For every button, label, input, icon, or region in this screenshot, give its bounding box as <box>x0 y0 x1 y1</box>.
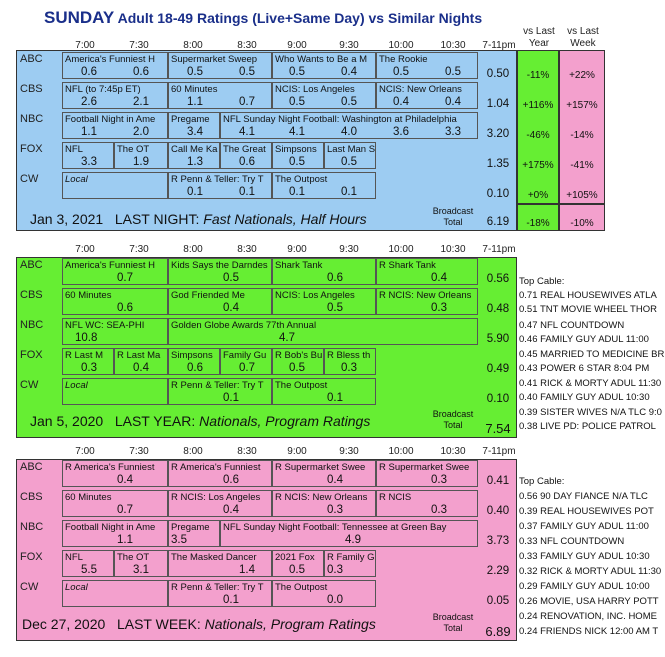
time-header-830: 8:30 <box>237 244 257 255</box>
top-cable-item: 0.24 RENOVATION, INC. HOME <box>519 611 657 622</box>
program-cell: R Bob's Bu 0.5 <box>272 348 324 375</box>
top-cable-item: 0.38 LIVE PD: POLICE PATROL <box>519 421 656 432</box>
network-total: 0.10 <box>486 188 510 200</box>
network-abc: ABC <box>20 53 43 65</box>
program-cell: Shark Tank 0.6 <box>272 258 376 285</box>
program-cell: NCIS: Los Angeles 0.5 0.5 <box>272 82 376 109</box>
program-cell: Local <box>62 378 168 405</box>
program-cell: The OT 3.1 <box>114 550 168 577</box>
time-header-700: 7:00 <box>75 244 95 255</box>
top-cable-item: 0.47 NFL COUNTDOWN <box>519 320 625 331</box>
program-cell: R Supermarket Swee 0.3 <box>376 460 478 487</box>
program-cell: R Penn & Teller: Try T 0.1 0.1 <box>168 172 272 199</box>
program-cell: NFL (to 7:45p ET) 2.6 2.1 <box>62 82 168 109</box>
vs-last-week-header: vs Last Week <box>567 26 599 49</box>
network-fox: FOX <box>20 143 43 155</box>
time-header-1030: 10:30 <box>440 244 466 255</box>
network-cbs: CBS <box>20 289 43 301</box>
program-cell: 2021 Fox 0.5 <box>272 550 324 577</box>
program-cell: God Friended Me 0.4 <box>168 288 272 315</box>
network-cbs: CBS <box>20 83 43 95</box>
program-cell: The Outpost 0.0 <box>272 580 376 607</box>
time-header-930: 9:30 <box>339 244 359 255</box>
total-vs-last-week: -10% <box>570 218 594 229</box>
program-cell: R NCIS: Los Angeles 0.4 <box>168 490 272 517</box>
program-cell: NFL Sunday Night Football: Tennessee at Green Bay 4.9 <box>220 520 478 547</box>
network-nbc: NBC <box>20 521 44 533</box>
program-cell: R Last M 0.3 <box>62 348 114 375</box>
network-total: 1.04 <box>486 98 510 110</box>
network-cw: CW <box>20 379 39 391</box>
network-nbc: NBC <box>20 319 44 331</box>
vs-last-year-value: +0% <box>527 190 549 201</box>
top-cable-item: 0.37 FAMILY GUY ADUL 11:00 <box>519 521 649 532</box>
program-cell: NFL Sunday Night Football: Washington at Philadelphia 4.1 4.1 4.0 3.6 3.3 <box>220 112 478 139</box>
top-cable-item: 0.33 NFL COUNTDOWN <box>519 536 625 547</box>
program-cell: NFL WC: SEA-PHI 10.8 <box>62 318 168 345</box>
program-cell: The Great 0.6 <box>220 142 272 169</box>
program-cell: The Outpost 0.1 0.1 <box>272 172 376 199</box>
total-vs-last-year: -18% <box>526 218 550 229</box>
vs-last-year-value: +175% <box>522 160 554 171</box>
time-header-1030: 10:30 <box>440 446 466 457</box>
network-total: 2.29 <box>486 565 510 577</box>
program-cell: Last Man S 0.5 <box>324 142 376 169</box>
top-cable-label: Top Cable: <box>519 476 565 487</box>
program-cell: R Last Ma 0.4 <box>114 348 168 375</box>
program-cell: NCIS: Los Angeles 0.5 <box>272 288 376 315</box>
program-cell: Supermarket Sweep 0.5 0.5 <box>168 52 272 79</box>
top-cable-item: 0.51 TNT MOVIE WHEEL THOR <box>519 304 657 315</box>
top-cable-item: 0.40 FAMILY GUY ADUL 10:30 <box>519 392 650 403</box>
time-header-900: 9:00 <box>287 446 307 457</box>
time-header-1000: 10:00 <box>388 244 414 255</box>
network-cbs: CBS <box>20 491 43 503</box>
program-cell: 60 Minutes 1.1 0.7 <box>168 82 272 109</box>
program-cell: NCIS: New Orleans 0.4 0.4 <box>376 82 478 109</box>
top-cable-item: 0.46 FAMILY GUY ADUL 11:00 <box>519 334 649 345</box>
program-cell: America's Funniest H 0.6 0.6 <box>62 52 168 79</box>
time-header-800: 8:00 <box>183 446 203 457</box>
network-total: 0.48 <box>486 303 510 315</box>
broadcast-label: Broadcast Total <box>432 409 474 430</box>
program-cell: Local <box>62 580 168 607</box>
program-cell: Call Me Ka 1.3 <box>168 142 220 169</box>
program-cell: The Rookie 0.5 0.5 <box>376 52 478 79</box>
program-cell: The Masked Dancer 1.4 <box>168 550 272 577</box>
top-cable-item: 0.24 FRIENDS NICK 12:00 AM T <box>519 626 659 637</box>
network-total: 5.90 <box>486 333 510 345</box>
last-year-footer: Jan 5, 2020 LAST YEAR: Nationals, Program Ratings <box>30 413 371 429</box>
program-cell: Who Wants to Be a M 0.5 0.4 <box>272 52 376 79</box>
vs-last-week-value: +105% <box>566 190 598 201</box>
program-cell: R Penn & Teller: Try T 0.1 <box>168 580 272 607</box>
program-cell: R Penn & Teller: Try T 0.1 <box>168 378 272 405</box>
broadcast-label: Broadcast Total <box>432 612 474 633</box>
vs-last-year-value: -11% <box>526 70 550 81</box>
vs-last-week-value: -41% <box>570 160 594 171</box>
network-cw: CW <box>20 581 39 593</box>
broadcast-total: 6.19 <box>486 216 510 228</box>
network-total: 1.35 <box>486 158 510 170</box>
last-week-footer: Dec 27, 2020 LAST WEEK: Nationals, Program Ratings <box>22 616 376 632</box>
time-header-900: 9:00 <box>287 244 307 255</box>
page-title <box>44 8 564 32</box>
program-cell: R Supermarket Swee 0.4 <box>272 460 376 487</box>
time-header-700: 7:00 <box>75 40 95 51</box>
time-header-total: 7-11pm <box>482 446 516 457</box>
top-cable-item: 0.39 SISTER WIVES N/A TLC 9:0 <box>519 407 662 418</box>
program-cell: NFL 3.3 <box>62 142 114 169</box>
time-header-930: 9:30 <box>339 40 359 51</box>
network-total: 0.05 <box>486 595 510 607</box>
network-abc: ABC <box>20 259 43 271</box>
network-total: 0.56 <box>486 273 510 285</box>
network-total: 3.73 <box>486 535 510 547</box>
program-cell: R NCIS: New Orleans 0.3 <box>272 490 376 517</box>
network-total: 0.10 <box>486 393 510 405</box>
program-cell: 60 Minutes 0.6 <box>62 288 168 315</box>
network-total: 0.50 <box>486 68 510 80</box>
program-cell: R NCIS 0.3 <box>376 490 478 517</box>
program-cell: 60 Minutes 0.7 <box>62 490 168 517</box>
broadcast-total: 6.89 <box>485 624 511 639</box>
program-cell: R America's Funniest 0.4 <box>62 460 168 487</box>
time-header-700: 7:00 <box>75 446 95 457</box>
program-cell: R Shark Tank 0.4 <box>376 258 478 285</box>
time-header-730: 7:30 <box>129 446 149 457</box>
time-header-830: 8:30 <box>237 40 257 51</box>
program-cell: America's Funniest H 0.7 <box>62 258 168 285</box>
title-rest: Adult 18-49 Ratings (Live+Same Day) vs Similar Nights <box>117 10 483 26</box>
top-cable-item: 0.26 MOVIE, USA HARRY POTT <box>519 596 659 607</box>
program-cell: R NCIS: New Orleans 0.3 <box>376 288 478 315</box>
top-cable-item: 0.56 90 DAY FIANCE N/A TLC <box>519 491 648 502</box>
time-header-730: 7:30 <box>129 244 149 255</box>
time-header-800: 8:00 <box>183 40 203 51</box>
program-cell: NFL 5.5 <box>62 550 114 577</box>
program-cell: Kids Says the Darndes 0.5 <box>168 258 272 285</box>
title-day: SUNDAY <box>44 8 115 27</box>
vs-last-year-value: -46% <box>526 130 550 141</box>
broadcast-total: 7.54 <box>485 421 511 436</box>
vs-last-week-value: -14% <box>570 130 594 141</box>
time-header-730: 7:30 <box>129 40 149 51</box>
program-cell: The Outpost 0.1 <box>272 378 376 405</box>
vs-last-year-header: vs Last Year <box>523 26 555 49</box>
time-header-930: 9:30 <box>339 446 359 457</box>
network-abc: ABC <box>20 461 43 473</box>
network-total: 0.40 <box>486 505 510 517</box>
top-cable-item: 0.39 REAL HOUSEWIVES POT <box>519 506 654 517</box>
top-cable-item: 0.33 FAMILY GUY ADUL 10:30 <box>519 551 650 562</box>
program-cell: Pregame 3.5 <box>168 520 220 547</box>
top-cable-item: 0.29 FAMILY GUY ADUL 10:00 <box>519 581 650 592</box>
last-night-footer: Jan 3, 2021 LAST NIGHT: Fast Nationals, Half Hours <box>30 211 367 227</box>
time-header-1030: 10:30 <box>440 40 466 51</box>
program-cell: The OT 1.9 <box>114 142 168 169</box>
time-header-900: 9:00 <box>287 40 307 51</box>
network-total: 0.41 <box>486 475 510 487</box>
top-cable-item: 0.45 MARRIED TO MEDICINE BR <box>519 349 665 360</box>
program-cell: Golden Globe Awards 77th Annual 4.7 <box>168 318 478 345</box>
network-total: 0.49 <box>486 363 510 375</box>
time-header-830: 8:30 <box>237 446 257 457</box>
time-header-1000: 10:00 <box>388 40 414 51</box>
vs-last-year-value: +116% <box>522 100 554 111</box>
program-cell: Simpsons 0.6 <box>168 348 220 375</box>
time-header-total: 7-11pm <box>482 40 516 51</box>
top-cable-item: 0.41 RICK & MORTY ADUL 11:30 <box>519 378 662 389</box>
time-header-1000: 10:00 <box>388 446 414 457</box>
broadcast-label: Broadcast Total <box>432 206 474 227</box>
program-cell: R Bless th 0.3 <box>324 348 376 375</box>
program-cell: Football Night in Ame 1.1 <box>62 520 168 547</box>
program-cell: Local <box>62 172 168 199</box>
network-fox: FOX <box>20 349 43 361</box>
network-cw: CW <box>20 173 39 185</box>
program-cell: R America's Funniest 0.6 <box>168 460 272 487</box>
top-cable-item: 0.43 POWER 6 STAR 8:04 PM <box>519 363 650 374</box>
vs-last-week-value: +157% <box>566 100 598 111</box>
time-header-800: 8:00 <box>183 244 203 255</box>
vs-last-week-value: +22% <box>569 70 595 81</box>
program-cell: Pregame 3.4 <box>168 112 220 139</box>
program-cell: Football Night in Ame 1.1 2.0 <box>62 112 168 139</box>
network-nbc: NBC <box>20 113 44 125</box>
time-header-total: 7-11pm <box>482 244 516 255</box>
network-fox: FOX <box>20 551 43 563</box>
program-cell: Family Gu 0.7 <box>220 348 272 375</box>
program-cell: Simpsons 0.5 <box>272 142 324 169</box>
top-cable-item: 0.32 RICK & MORTY ADUL 11:30 <box>519 566 662 577</box>
network-total: 3.20 <box>486 128 510 140</box>
program-cell: R Family G 0.3 <box>324 550 376 577</box>
top-cable-item: 0.71 REAL HOUSEWIVES ATLA <box>519 290 657 301</box>
top-cable-label: Top Cable: <box>519 276 565 287</box>
